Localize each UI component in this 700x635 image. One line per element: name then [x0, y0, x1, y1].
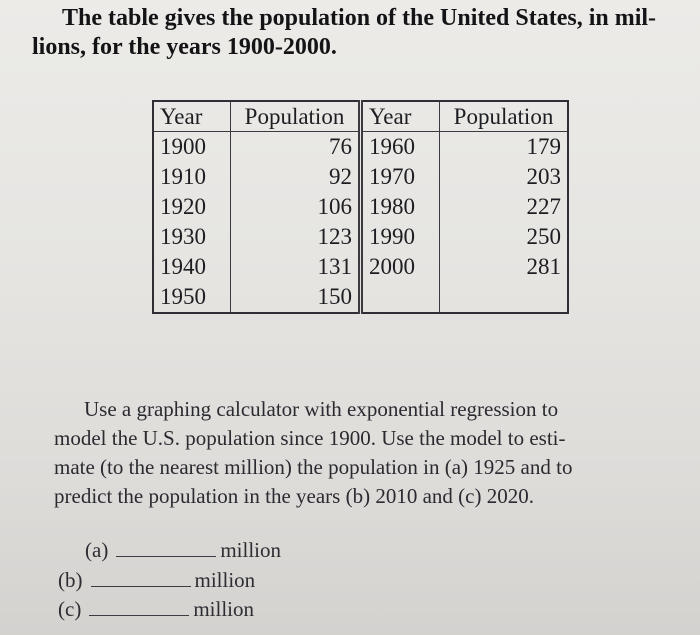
population-cell: 281: [440, 252, 569, 282]
population-cell: 76: [231, 132, 361, 163]
population-cell: 150: [231, 282, 361, 313]
year-cell: 1990: [361, 222, 440, 252]
answer-b-label: (b): [58, 568, 83, 592]
table-row: [153, 132, 568, 163]
intro-line-2: lions, for the years 1900-2000.: [32, 34, 337, 60]
answer-a-blank[interactable]: [116, 542, 216, 557]
answer-b: [58, 568, 255, 593]
population-cell: 131: [231, 252, 361, 282]
header-population-1: Population: [231, 101, 361, 132]
year-cell: 1900: [153, 132, 231, 163]
table-row: [153, 252, 568, 282]
answer-a: [85, 538, 281, 563]
answer-c-label: (c): [58, 597, 82, 621]
year-cell: 2000: [361, 252, 440, 282]
population-cell: 106: [231, 192, 361, 222]
year-cell: 1970: [361, 162, 440, 192]
answer-a-label: (a): [85, 538, 109, 562]
population-cell: 123: [231, 222, 361, 252]
population-cell: 179: [440, 132, 569, 163]
intro-text: [32, 4, 672, 62]
population-cell: [440, 282, 569, 313]
year-cell: 1980: [361, 192, 440, 222]
header-year-1: Year: [153, 101, 231, 132]
year-cell: 1910: [153, 162, 231, 192]
table-header-row: [153, 101, 568, 132]
year-cell: 1960: [361, 132, 440, 163]
prompt-line-4: predict the population in the years (b) 2010 and (c) 2020.: [54, 484, 534, 508]
population-table: [152, 100, 569, 314]
answer-c-unit: million: [193, 597, 254, 621]
year-cell: 1950: [153, 282, 231, 313]
year-cell: 1930: [153, 222, 231, 252]
answer-a-unit: million: [220, 538, 281, 562]
answer-c-blank[interactable]: [89, 601, 189, 616]
population-cell: 203: [440, 162, 569, 192]
header-year-2: Year: [361, 101, 440, 132]
prompt-line-2: model the U.S. population since 1900. Use the model to esti-: [54, 426, 566, 450]
year-cell: 1920: [153, 192, 231, 222]
intro-line-1: The table gives the population of the United States, in mil-: [62, 5, 657, 31]
prompt-line-3: mate (to the nearest million) the population in (a) 1925 and to: [54, 455, 573, 479]
answer-b-unit: million: [194, 568, 256, 592]
answer-c: [58, 597, 254, 622]
table-row: [153, 162, 568, 192]
population-cell: 227: [440, 192, 569, 222]
year-cell: 1940: [153, 252, 231, 282]
question-prompt: [54, 395, 674, 511]
prompt-line-1: Use a graphing calculator with exponential regression to: [84, 397, 559, 421]
population-cell: 250: [440, 222, 569, 252]
header-population-2: Population: [440, 101, 569, 132]
table-row: [153, 192, 568, 222]
year-cell: [361, 282, 440, 313]
answer-b-blank[interactable]: [91, 572, 191, 587]
population-cell: 92: [231, 162, 361, 192]
table-row: [153, 222, 568, 252]
table-row: [153, 282, 568, 313]
